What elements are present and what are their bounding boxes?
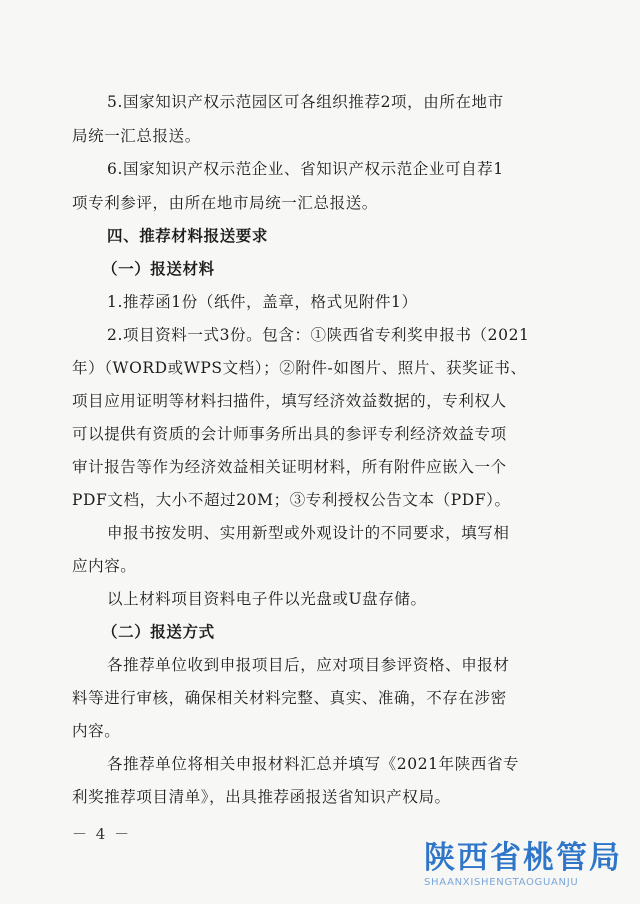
paragraph-line: 局统一汇总报送。 [72, 127, 201, 145]
paragraph-line: 料等进行审核，确保相关材料完整、真实、准确，不存在涉密 [72, 689, 507, 707]
paragraph-line: 内容。 [72, 722, 121, 740]
subsection-heading: （二）报送方式 [102, 622, 215, 641]
paragraph-line: 2.项目资料一式3份。包含：①陕西省专利奖申报书（2021 [107, 326, 530, 344]
paragraph-line: 年）（WORD或WPS文档）；②附件-如图片、照片、获奖证书、 [72, 359, 527, 377]
paragraph-line: 可以提供有资质的会计师事务所出具的参评专利经济效益专项 [72, 425, 507, 443]
watermark [424, 840, 634, 890]
paragraph-line: 各推荐单位将相关申报材料汇总并填写《2021年陕西省专 [107, 755, 520, 773]
paragraph-line: 申报书按发明、实用新型或外观设计的不同要求，填写相 [107, 524, 510, 542]
paragraph-line: 各推荐单位收到申报项目后，应对项目参评资格、申报材 [107, 656, 510, 674]
watermark-chinese: 陕西省桃管局 [424, 840, 622, 876]
paragraph-line: 5.国家知识产权示范园区可各组织推荐2项，由所在地市 [107, 93, 504, 111]
paragraph-line: 1.推荐函1份（纸件，盖章，格式见附件1） [107, 293, 418, 311]
paragraph-line: 6.国家知识产权示范企业、省知识产权示范企业可自荐1 [107, 160, 504, 178]
paragraph-line: 利奖推荐项目清单》，出具推荐函报送省知识产权局。 [72, 788, 451, 806]
page-number: － 4 － [72, 825, 132, 843]
paragraph-line: 应内容。 [72, 557, 137, 575]
paragraph-line: 项目应用证明等材料扫描件，填写经济效益数据的，专利权人 [72, 392, 507, 410]
section-heading: 四、推荐材料报送要求 [107, 226, 269, 245]
paragraph-line: 审计报告等作为经济效益相关证明材料，所有附件应嵌入一个 [72, 458, 507, 476]
paragraph-line: PDF文档，大小不超过20M；③专利授权公告文本（PDF）。 [72, 491, 511, 509]
subsection-heading: （一）报送材料 [102, 259, 215, 278]
watermark-pinyin: SHAANXISHENGTAOGUANJU [424, 877, 579, 888]
paragraph-line: 以上材料项目资料电子件以光盘或U盘存储。 [107, 590, 427, 608]
paragraph-line: 项专利参评，由所在地市局统一汇总报送。 [72, 194, 378, 212]
